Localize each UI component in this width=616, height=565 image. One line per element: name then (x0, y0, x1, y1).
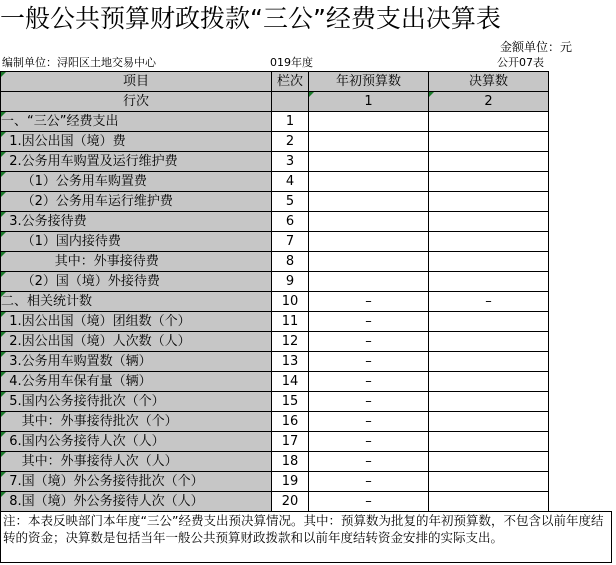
row-label: （1）公务用车购置费 (1, 172, 272, 192)
empty-cell (549, 492, 613, 512)
budget-value: – (309, 332, 429, 352)
table-row (1, 152, 613, 172)
cell-marker-icon (1, 472, 6, 477)
empty-cell (549, 212, 613, 232)
table-row (1, 252, 613, 272)
empty-cell (549, 312, 613, 332)
row-number: 4 (272, 172, 309, 192)
table-row (1, 472, 613, 492)
row-label: 2.公务用车购置及运行维护费 (1, 152, 272, 172)
cell-marker-icon (309, 92, 314, 97)
row-label: 其中：外事接待费 (1, 252, 272, 272)
row-label: 二、相关统计数 (1, 292, 272, 312)
final-value (429, 252, 549, 272)
table-row (1, 372, 613, 392)
final-value (429, 112, 549, 132)
final-value (429, 392, 549, 412)
cell-marker-icon (1, 172, 6, 177)
empty-cell (549, 372, 613, 392)
budget-value (309, 272, 429, 292)
header-budget: 年初预算数 (309, 72, 429, 92)
empty-cell (549, 292, 613, 312)
final-value (429, 432, 549, 452)
row-label: （2）公务用车运行维护费 (1, 192, 272, 212)
empty-cell (549, 252, 613, 272)
cell-marker-icon (1, 392, 6, 397)
budget-value: – (309, 492, 429, 512)
footnote: 注：本表反映部门本年度“三公”经费支出预决算情况。其中：预算数为批复的年初预算数，不包含以前年度结转的资金；决算数是包括当年一般公共预算财政拨款和以前年度结转资金安排的实际支出。 (0, 511, 612, 563)
table-row (1, 412, 613, 432)
fiscal-year: 019年度 (270, 56, 313, 69)
table-row (1, 132, 613, 152)
row-number: 14 (272, 372, 309, 392)
row-number: 18 (272, 452, 309, 472)
budget-value (309, 172, 429, 192)
budget-value: – (309, 452, 429, 472)
budget-value (309, 152, 429, 172)
cell-marker-icon (1, 152, 6, 157)
final-value (429, 132, 549, 152)
final-value (429, 192, 549, 212)
budget-value (309, 112, 429, 132)
table-row (1, 492, 613, 512)
row-number: 8 (272, 252, 309, 272)
cell-marker-icon (1, 232, 6, 237)
cell-marker-icon (1, 132, 6, 137)
table-row (1, 432, 613, 452)
cell-marker-icon (1, 112, 6, 117)
budget-value (309, 232, 429, 252)
expense-table (0, 71, 613, 512)
budget-value: – (309, 292, 429, 312)
cell-marker-icon (1, 492, 6, 497)
row-label: 1.因公出国（境）团组数（个） (1, 312, 272, 332)
table-row (1, 192, 613, 212)
row-label: 1.因公出国（境）费 (1, 132, 272, 152)
budget-value (309, 212, 429, 232)
row-number: 1 (272, 112, 309, 132)
budget-value (309, 132, 429, 152)
budget-value: – (309, 472, 429, 492)
final-value (429, 332, 549, 352)
budget-value: – (309, 432, 429, 452)
final-value (429, 272, 549, 292)
row-label: 3.公务接待费 (1, 212, 272, 232)
final-value (429, 352, 549, 372)
cell-marker-icon (1, 332, 6, 337)
empty-cell (549, 192, 613, 212)
row-label: 一、“三公”经费支出 (1, 112, 272, 132)
empty-cell (549, 232, 613, 252)
empty-cell (549, 172, 613, 192)
row-label: 2.因公出国（境）人次数（人） (1, 332, 272, 352)
cell-marker-icon (1, 192, 6, 197)
budget-value: – (309, 412, 429, 432)
row-label: 5.国内公务接待批次（个） (1, 392, 272, 412)
row-number: 13 (272, 352, 309, 372)
cell-marker-icon (1, 432, 6, 437)
empty-cell (549, 72, 613, 92)
header-col: 栏次 (272, 72, 309, 92)
header-item: 项目 (1, 72, 272, 92)
header-row-1 (1, 72, 613, 92)
budget-value: – (309, 312, 429, 332)
empty-cell (549, 472, 613, 492)
header-seq: 行次 (1, 92, 272, 112)
budget-value: – (309, 352, 429, 372)
cell-marker-icon (1, 352, 6, 357)
table-row (1, 172, 613, 192)
budget-value: – (309, 392, 429, 412)
row-number: 16 (272, 412, 309, 432)
cell-marker-icon (1, 292, 6, 297)
empty-cell (549, 352, 613, 372)
page-title: 一般公共预算财政拨款“三公”经费支出决算表 (0, 4, 501, 33)
amount-unit: 金额单位：元 (499, 40, 572, 54)
table-row (1, 352, 613, 372)
empty-cell (549, 112, 613, 132)
final-value (429, 412, 549, 432)
final-value (429, 472, 549, 492)
table-body (1, 112, 613, 512)
table-row (1, 392, 613, 412)
organization: 编制单位：浔阳区土地交易中心 (2, 56, 156, 69)
empty-cell (549, 392, 613, 412)
final-value (429, 492, 549, 512)
table-row (1, 112, 613, 132)
cell-marker-icon (1, 372, 6, 377)
cell-marker-icon (1, 452, 6, 457)
table-row (1, 292, 613, 312)
table-row (1, 332, 613, 352)
cell-marker-icon (1, 312, 6, 317)
row-label: （2）国（境）外接待费 (1, 272, 272, 292)
table-row (1, 232, 613, 252)
empty-cell (549, 452, 613, 472)
row-number: 12 (272, 332, 309, 352)
header-budget-no: 1 (309, 92, 429, 112)
row-number: 3 (272, 152, 309, 172)
row-number: 20 (272, 492, 309, 512)
final-value (429, 172, 549, 192)
row-label: 3.公务用车购置数（辆） (1, 352, 272, 372)
final-value: – (429, 292, 549, 312)
row-label: 其中：外事接待人次（人） (1, 452, 272, 472)
table-code: 公开07表 (497, 56, 544, 69)
row-number: 5 (272, 192, 309, 212)
budget-value (309, 252, 429, 272)
header-final-no: 2 (429, 92, 549, 112)
cell-marker-icon (1, 72, 6, 77)
cell-marker-icon (1, 272, 6, 277)
empty-cell (549, 92, 613, 112)
row-number: 15 (272, 392, 309, 412)
row-number: 7 (272, 232, 309, 252)
empty-cell (549, 432, 613, 452)
row-label: （1）国内接待费 (1, 232, 272, 252)
budget-value: – (309, 372, 429, 392)
cell-marker-icon (1, 252, 6, 257)
final-value (429, 312, 549, 332)
row-number: 17 (272, 432, 309, 452)
row-number: 10 (272, 292, 309, 312)
cell-marker-icon (429, 92, 434, 97)
table-row (1, 212, 613, 232)
row-number: 6 (272, 212, 309, 232)
header-row-2 (1, 92, 613, 112)
final-value (429, 212, 549, 232)
empty-cell (549, 332, 613, 352)
cell-marker-icon (1, 412, 6, 417)
final-value (429, 452, 549, 472)
table-row (1, 272, 613, 292)
empty-cell (549, 412, 613, 432)
table-row (1, 452, 613, 472)
row-label: 4.公务用车保有量（辆） (1, 372, 272, 392)
row-label: 8.国（境）外公务接待人次（人） (1, 492, 272, 512)
row-label: 6.国内公务接待人次（人） (1, 432, 272, 452)
final-value (429, 152, 549, 172)
empty-cell (549, 152, 613, 172)
row-label: 其中：外事接待批次（个） (1, 412, 272, 432)
empty-cell (549, 272, 613, 292)
final-value (429, 372, 549, 392)
row-number: 2 (272, 132, 309, 152)
final-value (429, 232, 549, 252)
header-final: 决算数 (429, 72, 549, 92)
empty-cell (549, 132, 613, 152)
header-seq-blank (272, 92, 309, 112)
table-row (1, 312, 613, 332)
row-number: 11 (272, 312, 309, 332)
row-number: 9 (272, 272, 309, 292)
row-label: 7.国（境）外公务接待批次（个） (1, 472, 272, 492)
cell-marker-icon (1, 212, 6, 217)
row-number: 19 (272, 472, 309, 492)
budget-value (309, 192, 429, 212)
